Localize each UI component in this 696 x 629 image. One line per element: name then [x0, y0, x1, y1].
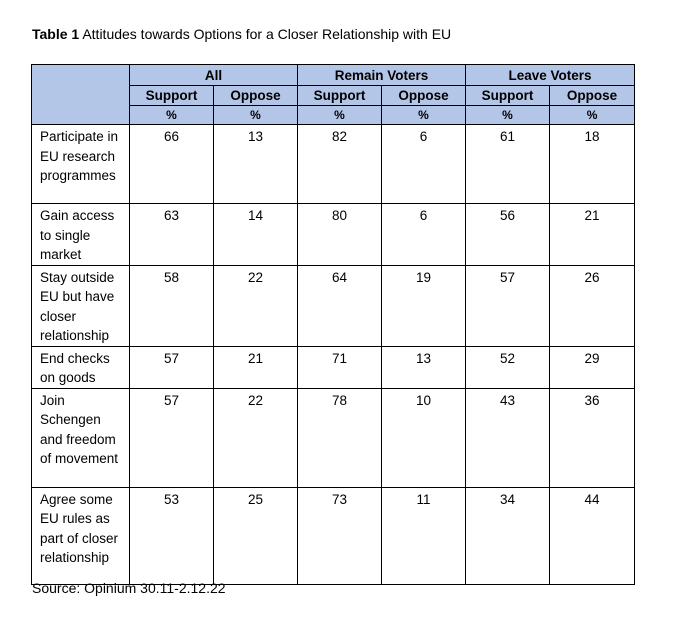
table-cell: 58: [130, 265, 214, 346]
table-cell: 66: [130, 125, 214, 204]
table-row: [32, 346, 635, 388]
row-label: Participate in EU research programmes: [32, 125, 130, 204]
table-cell: 64: [298, 265, 382, 346]
table-cell: 63: [130, 204, 214, 266]
table-cell: 22: [214, 388, 298, 487]
table-cell: 22: [214, 265, 298, 346]
unit-cell: %: [550, 106, 635, 125]
group-header-remain: Remain Voters: [298, 65, 466, 86]
table-cell: 10: [382, 388, 466, 487]
subheader-cell: Oppose: [214, 86, 298, 106]
attitudes-table: [31, 64, 635, 585]
subheader-cell: Support: [298, 86, 382, 106]
table-cell: 80: [298, 204, 382, 266]
table-cell: 13: [214, 125, 298, 204]
table-cell: 29: [550, 346, 635, 388]
table-cell: 57: [466, 265, 550, 346]
unit-cell: %: [214, 106, 298, 125]
table-row: [32, 204, 635, 266]
row-label: Stay outside EU but have closer relationship: [32, 265, 130, 346]
subheader-cell: Oppose: [382, 86, 466, 106]
row-label: End checks on goods: [32, 346, 130, 388]
table-cell: 14: [214, 204, 298, 266]
table-cell: 43: [466, 388, 550, 487]
table-cell: 11: [382, 487, 466, 584]
table-cell: 53: [130, 487, 214, 584]
table-cell: 21: [550, 204, 635, 266]
row-label: Gain access to single market: [32, 204, 130, 266]
table-row: [32, 487, 635, 584]
table-caption: [32, 26, 451, 42]
table-cell: 78: [298, 388, 382, 487]
group-header-leave: Leave Voters: [466, 65, 635, 86]
caption-text: Attitudes towards Options for a Closer Relationship with EU: [79, 26, 452, 42]
table-cell: 34: [466, 487, 550, 584]
table-cell: 6: [382, 125, 466, 204]
subheader-cell: Support: [466, 86, 550, 106]
subheader-cell: Oppose: [550, 86, 635, 106]
table-cell: 57: [130, 346, 214, 388]
unit-cell: %: [130, 106, 214, 125]
table-row: [32, 388, 635, 487]
table-cell: 61: [466, 125, 550, 204]
table-cell: 6: [382, 204, 466, 266]
table-row: [32, 125, 635, 204]
table-cell: 21: [214, 346, 298, 388]
subheader-cell: Support: [130, 86, 214, 106]
row-label: Agree some EU rules as part of closer relationship: [32, 487, 130, 584]
table-cell: 18: [550, 125, 635, 204]
table-cell: 44: [550, 487, 635, 584]
table-cell: 73: [298, 487, 382, 584]
table-cell: 56: [466, 204, 550, 266]
unit-cell: %: [466, 106, 550, 125]
table-row: [32, 265, 635, 346]
table-cell: 25: [214, 487, 298, 584]
table-cell: 52: [466, 346, 550, 388]
table-cell: 82: [298, 125, 382, 204]
row-label: Join Schengen and freedom of movement: [32, 388, 130, 487]
table-cell: 71: [298, 346, 382, 388]
corner-cell: [32, 65, 130, 125]
table-cell: 26: [550, 265, 635, 346]
caption-label: Table 1: [32, 26, 80, 42]
group-header-all: All: [130, 65, 298, 86]
unit-cell: %: [298, 106, 382, 125]
table-cell: 13: [382, 346, 466, 388]
source-note: Source: Opinium 30.11-2.12.22: [32, 580, 226, 596]
unit-cell: %: [382, 106, 466, 125]
table-cell: 57: [130, 388, 214, 487]
table-cell: 19: [382, 265, 466, 346]
table-cell: 36: [550, 388, 635, 487]
